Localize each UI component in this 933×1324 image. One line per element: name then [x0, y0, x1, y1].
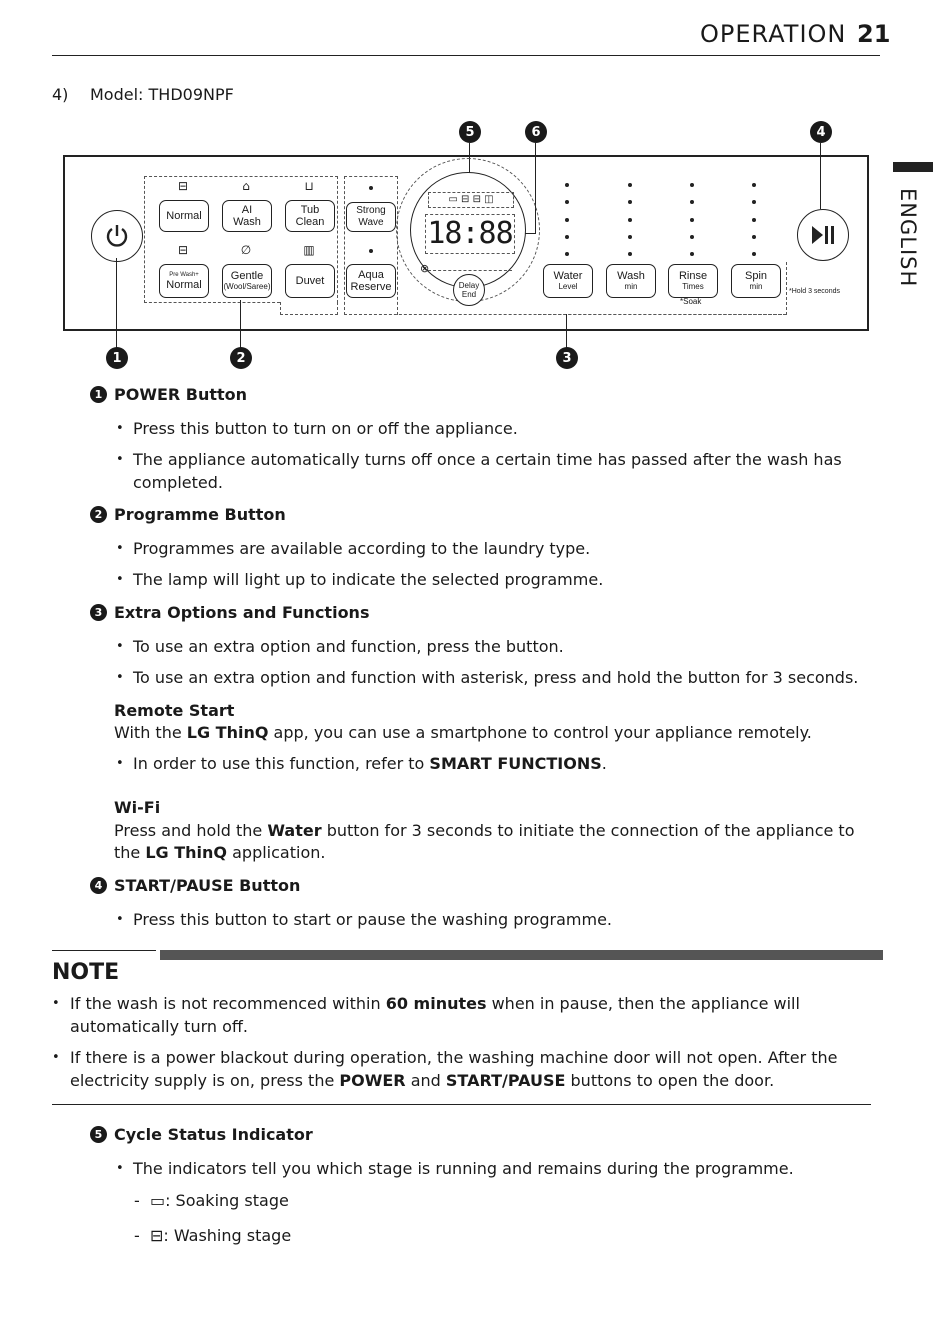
duvet-button[interactable] — [285, 264, 335, 298]
header-rule — [52, 55, 880, 56]
water-led-2 — [565, 200, 569, 204]
start-pause-button[interactable] — [797, 209, 849, 261]
washing-stage-icon: ⊟ — [149, 1226, 164, 1245]
wash-led-2 — [628, 200, 632, 204]
delay-label-1: Delay — [458, 281, 480, 290]
callout-6: 6 — [525, 121, 547, 143]
programme-section-badge: 2 — [90, 506, 107, 523]
gentle-button[interactable] — [222, 264, 272, 298]
callout-4: 4 — [810, 121, 832, 143]
wash-led-1 — [628, 183, 632, 187]
remote-bullet-bold: SMART FUNCTIONS — [429, 754, 602, 773]
spin-time-button[interactable] — [731, 264, 781, 298]
rinse-sub-label: Times — [682, 282, 704, 291]
note1-bold: 60 minutes — [385, 994, 487, 1013]
wash-led-4 — [628, 235, 632, 239]
wash-sub-label: min — [624, 282, 638, 291]
display-divider — [428, 270, 512, 271]
note-rule-thick — [160, 950, 883, 960]
spin-led-1 — [752, 183, 756, 187]
spin-led-3 — [752, 218, 756, 222]
callout-3: 3 — [556, 347, 578, 369]
water-label: Water — [553, 270, 583, 282]
cycle-bullet-1: • The indicators tell you which stage is running and remains during the programme. — [116, 1157, 873, 1180]
power-bullet-1: • Press this button to turn on or off the appliance. — [116, 417, 873, 440]
cycle-section-heading — [90, 1125, 313, 1144]
play-pause-icon — [810, 224, 836, 246]
extra-bullet-2: • To use an extra option and function with asterisk, press and hold the button for 3 seconds. — [116, 666, 873, 689]
strong-wave-button[interactable] — [346, 202, 396, 232]
remote-start-bullet — [116, 752, 873, 775]
note-end-rule — [52, 1104, 871, 1105]
prewash-normal-button[interactable] — [159, 264, 209, 298]
soak-note: *Soak — [680, 297, 702, 306]
prewash-normal-label: Normal — [166, 278, 202, 291]
note-rule-thin — [52, 950, 156, 951]
language-label: ENGLISH — [896, 188, 920, 288]
water-led-4 — [565, 235, 569, 239]
prewash-icon: ⊟ — [177, 243, 189, 257]
rinse-led-3 — [690, 218, 694, 222]
delay-label-2: End — [461, 290, 477, 299]
side-tab-marker — [893, 162, 933, 172]
spin-led-2 — [752, 200, 756, 204]
note-title: NOTE — [52, 960, 120, 985]
rinse-led-4 — [690, 235, 694, 239]
callout-2: 2 — [230, 347, 252, 369]
start-section-title: START/PAUSE Button — [114, 876, 301, 895]
extra-section-title: Extra Options and Functions — [114, 603, 370, 622]
normal-button[interactable] — [159, 200, 209, 232]
leader-3 — [566, 314, 567, 350]
remote-start-text-post: app, you can use a smartphone to control your appliance remotely. — [268, 723, 812, 742]
note1-pre: If the wash is not recommenced within — [70, 994, 386, 1013]
wash-led-3 — [628, 218, 632, 222]
remote-bullet-pre: In order to use this function, refer to — [133, 754, 430, 773]
power-section-heading — [90, 385, 247, 404]
tub-clean-button[interactable] — [285, 200, 335, 232]
rinse-led-5 — [690, 252, 694, 256]
wash-time-button[interactable] — [606, 264, 656, 298]
note2-bold-1: POWER — [339, 1071, 406, 1090]
cycle-section-title: Cycle Status Indicator — [114, 1125, 313, 1144]
soaking-stage-item: - ▭: Soaking stage — [134, 1191, 289, 1210]
extra-bullet-1: • To use an extra option and function, press the button. — [116, 635, 873, 658]
leader-2 — [240, 300, 241, 350]
remote-start-text — [114, 722, 884, 744]
hold-note: *Hold 3 seconds — [789, 288, 840, 295]
programme-bullet-2: • The lamp will light up to indicate the selected programme. — [116, 568, 873, 591]
spin-label: Spin — [744, 270, 768, 282]
aqua-reserve-button[interactable] — [346, 264, 396, 298]
power-icon — [104, 223, 130, 249]
ai-wash-button[interactable] — [222, 200, 272, 232]
spin-led-5 — [752, 252, 756, 256]
gentle-sub-label: (Wool/Saree) — [223, 282, 271, 291]
callout-1: 1 — [106, 347, 128, 369]
gentle-label: Gentle — [230, 270, 264, 282]
wifi-text-mid: button for 3 seconds to initiate the connection of the appliance to the — [114, 821, 855, 862]
duvet-icon: ▥ — [303, 243, 315, 257]
extra-section-badge: 3 — [90, 604, 107, 621]
prewash-small-label: Pre Wash+ — [169, 271, 199, 278]
power-section-title: POWER Button — [114, 385, 248, 404]
note2-mid: and — [405, 1071, 446, 1090]
ai-icon: ⌂ — [242, 179, 250, 193]
spin-sub-label: min — [749, 282, 763, 291]
callout-5: 5 — [459, 121, 481, 143]
tub-clean-label-1: Tub — [300, 204, 320, 216]
gentle-icon: ∅ — [240, 243, 252, 257]
note-bullet-1 — [52, 992, 900, 1038]
normal-label: Normal — [166, 210, 202, 222]
programme-group-outline-step — [280, 302, 338, 315]
strong-wave-label: Strong Wave — [356, 205, 386, 228]
delay-end-button[interactable] — [453, 274, 485, 306]
cycle-status-indicator: ▭ ⊟ ⊟ ◫ — [428, 192, 514, 208]
start-section-heading — [90, 876, 300, 895]
wifi-water-bold: Water — [267, 821, 322, 840]
remote-bullet-post: . — [601, 754, 607, 773]
remote-start-text-pre: With the — [114, 723, 187, 742]
wifi-app-bold: LG ThinQ — [145, 843, 228, 862]
aqua-reserve-led — [369, 249, 373, 253]
page-number: 21 — [857, 20, 891, 48]
power-button[interactable] — [91, 210, 143, 262]
note1-post: when in pause, then the appliance will automatically turn off. — [70, 994, 800, 1036]
water-led-3 — [565, 218, 569, 222]
rinse-led-2 — [690, 200, 694, 204]
rinse-times-button[interactable] — [668, 264, 718, 298]
wifi-text-pre: Press and hold the — [114, 821, 268, 840]
note2-post: buttons to open the door. — [565, 1071, 775, 1090]
spin-led-4 — [752, 235, 756, 239]
wifi-text — [114, 820, 879, 864]
note2-pre: If there is a power blackout during operation, the washing machine door will not open. After the electricity supply is on, press the — [70, 1048, 838, 1090]
aqua-reserve-label-1: Aqua — [358, 269, 384, 281]
wash-led-5 — [628, 252, 632, 256]
duvet-label: Duvet — [295, 275, 325, 287]
wifi-title: Wi-Fi — [114, 798, 161, 817]
leader-1 — [116, 258, 117, 350]
remote-start-app-name: LG ThinQ — [186, 723, 269, 742]
ai-wash-label-1: AI — [241, 204, 253, 216]
programme-group-outline-bottom — [144, 302, 280, 303]
note-bullet-2 — [52, 1046, 860, 1092]
lock-icon: ⊗ — [420, 262, 430, 275]
power-section-badge: 1 — [90, 386, 107, 403]
time-display: 18:88 — [425, 214, 515, 254]
cycle-section-badge: 5 — [90, 1126, 107, 1143]
water-level-button[interactable] — [543, 264, 593, 298]
programme-section-title: Programme Button — [114, 505, 286, 524]
start-bullet-1: • Press this button to start or pause the washing programme. — [116, 908, 873, 931]
model-line — [52, 85, 234, 104]
start-section-badge: 4 — [90, 877, 107, 894]
model-label: Model: THD09NPF — [90, 85, 234, 104]
water-led-5 — [565, 252, 569, 256]
normal-icon: ⊟ — [177, 179, 189, 193]
tub-clean-label-2: Clean — [295, 216, 325, 228]
section-title: OPERATION — [700, 20, 847, 48]
wash-label: Wash — [617, 270, 645, 282]
aqua-reserve-label-2: Reserve — [350, 281, 392, 293]
model-number-index: 4) — [52, 85, 69, 104]
washing-stage-text: : Washing stage — [163, 1226, 292, 1245]
note2-bold-2: START/PAUSE — [445, 1071, 566, 1090]
power-bullet-2: • The appliance automatically turns off once a certain time has passed after the wash has completed. — [116, 448, 843, 494]
soaking-stage-icon: ▭ — [149, 1191, 166, 1210]
programme-bullet-1: • Programmes are available according to the laundry type. — [116, 537, 873, 560]
soaking-stage-text: : Soaking stage — [165, 1191, 289, 1210]
wifi-text-post: application. — [227, 843, 326, 862]
rinse-led-1 — [690, 183, 694, 187]
rinse-label: Rinse — [678, 270, 708, 282]
programme-section-heading — [90, 505, 286, 524]
water-led-1 — [565, 183, 569, 187]
extra-section-heading — [90, 603, 369, 622]
water-sub-label: Level — [558, 282, 578, 291]
washing-stage-item: - ⊟: Washing stage — [134, 1226, 292, 1245]
tub-clean-icon: ⊔ — [304, 179, 314, 193]
ai-wash-label-2: Wash — [233, 216, 261, 228]
remote-start-title: Remote Start — [114, 701, 235, 720]
strong-wave-led — [369, 186, 373, 190]
